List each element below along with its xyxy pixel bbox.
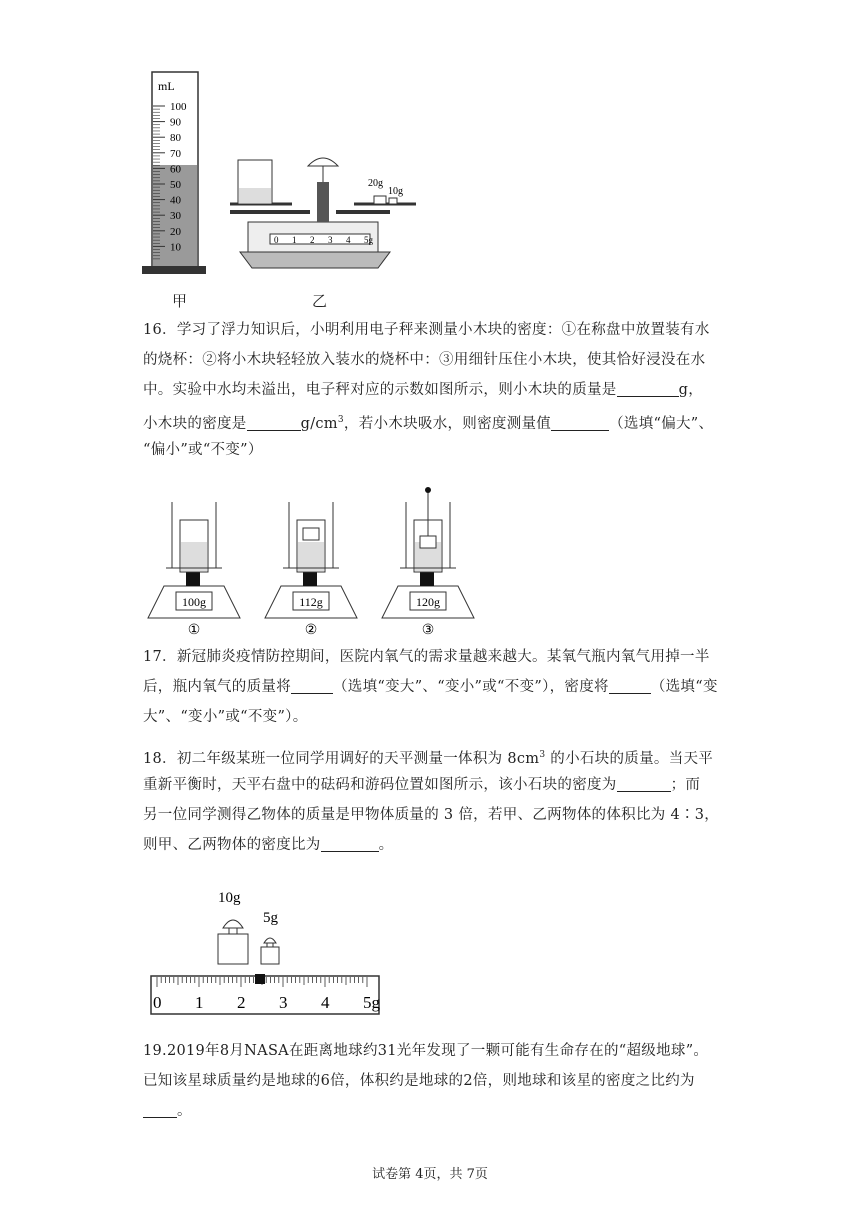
cylinder-tick-label: 20	[170, 225, 181, 238]
electronic-scale	[148, 502, 240, 638]
rider-scale-label: 5g	[363, 993, 380, 1012]
weight-10g-label: 10g	[218, 890, 241, 906]
question-19	[143, 1036, 723, 1126]
q17-blank-mass[interactable]	[291, 677, 333, 694]
scale-reading: 112g	[299, 595, 323, 609]
q16-line-1: 16．学习了浮力知识后，小明利用电子秤来测量小木块的密度：①在称盘中放置装有水	[143, 322, 710, 338]
balance-scale-label: 0	[274, 235, 279, 245]
cylinder-tick-label: 30	[170, 210, 181, 223]
label-yi: 乙	[312, 292, 328, 310]
scale-reading: 120g	[416, 595, 440, 609]
balance-scale-label: 2	[310, 235, 315, 245]
q19-blank-ratio[interactable]	[143, 1101, 177, 1118]
scale-number: ②	[304, 623, 318, 638]
scale-reading: 100g	[182, 595, 206, 609]
q16-line-4c: （选填“偏大”、	[609, 415, 714, 432]
q18-sup: 3	[539, 750, 546, 760]
q18-line-3: 另一位同学测得乙物体的质量是甲物体质量的 3 倍，若甲、乙两物体的体积比为 4∶3，	[143, 807, 720, 823]
weight-10g: 10g	[388, 186, 403, 197]
scale-number: ①	[187, 623, 201, 638]
electronic-scale	[382, 487, 474, 638]
cylinder-tick-label: 10	[170, 241, 181, 254]
figure-cylinder-balance	[140, 62, 403, 282]
q16-line-5: “偏小”或“不变”）	[143, 442, 263, 458]
cylinder-tick-label: 60	[170, 163, 181, 176]
q19-line-3: 。	[177, 1103, 192, 1119]
cylinder-tick-label: 70	[170, 147, 181, 160]
q17-line-3: 大”、“变小”或“不变”）。	[143, 709, 308, 725]
q18-line-1b: 的小石块的质量。当天平	[545, 750, 714, 767]
q16-unit-density: g/cm	[300, 415, 338, 432]
balance-scale-label: 1	[292, 235, 297, 245]
weight-20g: 20g	[368, 178, 383, 189]
graduated-cylinder	[142, 72, 206, 274]
page-footer: 试卷第 4页，共 7页	[372, 1167, 488, 1182]
question-17	[143, 642, 723, 732]
q16-line-2: 的烧杯：②将小木块轻轻放入装水的烧杯中：③用细针压住小木块，使其恰好浸没在水	[143, 352, 706, 368]
scale-number: ③	[421, 623, 435, 638]
q16-line-4a: 小木块的密度是	[143, 415, 247, 432]
rider-scale-label: 0	[153, 993, 162, 1012]
cylinder-tick-label: 50	[170, 179, 181, 191]
balance-scale	[230, 158, 416, 268]
cylinder-unit: mL	[158, 79, 175, 93]
q17-line-2c: （选填“变	[650, 679, 718, 695]
cylinder-tick-label: 40	[170, 194, 181, 207]
label-jia: 甲	[172, 292, 188, 310]
weight-10g	[218, 920, 248, 964]
rider-scale-label: 3	[279, 993, 288, 1012]
rider-scale-label: 2	[237, 993, 246, 1012]
q16-line-3: 中。实验中水均未溢出，电子秤对应的示数如图所示，则小木块的质量是	[143, 382, 617, 398]
q16-line-4b: ，若小木块吸水，则密度测量值	[343, 415, 552, 432]
q16-blank-mass[interactable]	[617, 380, 679, 397]
q18-blank-density[interactable]	[617, 775, 671, 792]
q17-line-2b: （选填“变大”、“变小”或“不变”），密度将	[333, 679, 609, 695]
q18-line-1a: 18．初二年级某班一位同学用调好的天平测量一体积为 8cm	[143, 750, 540, 767]
figure-weights-rider	[145, 884, 395, 1024]
q17-line-2a: 后，瓶内氧气的质量将	[143, 679, 291, 695]
question-16	[143, 315, 723, 465]
q18-line-2a: 重新平衡时，天平右盘中的砝码和游码位置如图所示，该小石块的密度为	[143, 777, 617, 793]
q18-blank-ratio[interactable]	[321, 835, 379, 852]
q16-unit-g: g，	[678, 382, 703, 398]
question-18	[143, 740, 723, 860]
cylinder-tick-label: 100	[170, 101, 187, 113]
weight-5g-label: 5g	[263, 910, 278, 926]
q18-line-4b: 。	[378, 837, 394, 853]
q16-blank-effect[interactable]	[551, 414, 609, 431]
cylinder-tick-label: 80	[170, 132, 181, 145]
q18-line-4a: 则甲、乙两物体的密度比为	[143, 837, 321, 853]
electronic-scale	[265, 502, 357, 638]
q19-line-2: 已知该星球质量约是地球的6倍，体积约是地球的2倍，则地球和该星的密度之比约为	[143, 1073, 695, 1089]
q17-line-1: 17．新冠肺炎疫情防控期间，医院内氧气的需求量越来越大。某氧气瓶内氧气用掉一半	[143, 649, 710, 665]
q17-blank-density[interactable]	[609, 677, 651, 694]
balance-scale-label: 4	[346, 235, 351, 245]
balance-scale-label: 3	[328, 235, 333, 245]
q16-unit-sup: 3	[337, 415, 344, 425]
q18-line-2b: ；而	[670, 777, 701, 793]
figure-electronic-scales	[140, 482, 500, 642]
rider-scale-label: 4	[321, 993, 330, 1012]
balance-scale-label: 5g	[364, 235, 373, 245]
q19-line-1: 19.2019年8月NASA在距离地球约31光年发现了一颗可能有生命存在的“超级地球”。	[143, 1043, 709, 1059]
cylinder-tick-label: 90	[170, 116, 181, 129]
q16-blank-density[interactable]	[247, 414, 301, 431]
weight-5g	[261, 938, 279, 964]
rider[interactable]	[255, 974, 265, 984]
rider-scale-label: 1	[195, 993, 204, 1012]
